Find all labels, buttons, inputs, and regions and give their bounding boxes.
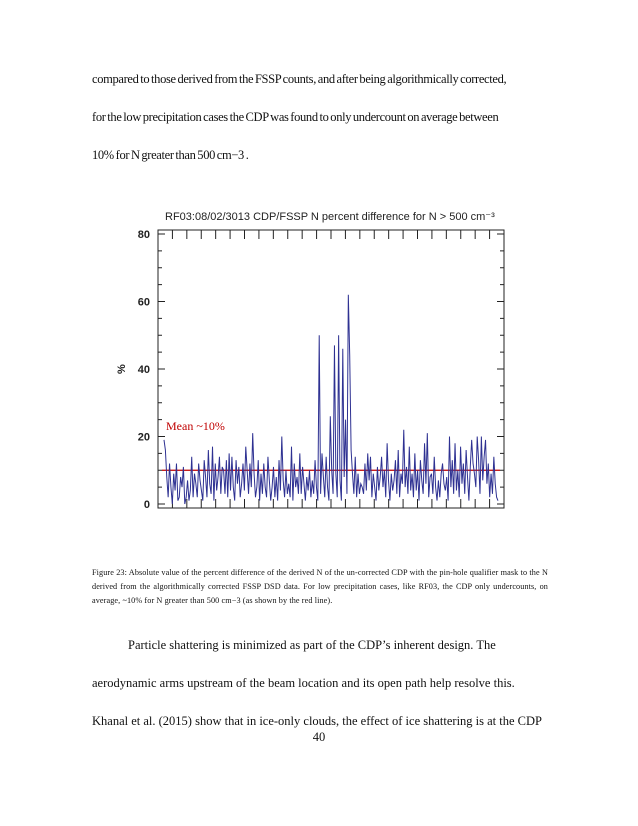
paragraph-line: 10% for N greater than 500 cm−3 .: [92, 148, 249, 162]
paragraph-line: Khanal et al. (2015) show that in ice-only clouds, the effect of ice shattering is at the CDP: [92, 714, 542, 728]
paragraph-line: compared to those derived from the FSSP counts, and after being algorithmically corrected,: [92, 72, 507, 86]
body-paragraph-2: [92, 626, 548, 740]
paragraph-line: for the low precipitation cases the CDP was found to only undercount on average between: [92, 110, 499, 124]
y-axis-label: %: [116, 364, 128, 374]
y-tick-label: 60: [137, 296, 150, 309]
paragraph-line-text: Particle shattering is minimized as part of the CDP’s inherent design. The: [128, 638, 496, 652]
figure-caption: Figure 23: Absolute value of the percent difference of the derived N of the un-corrected CDP with the pin-hole qualifier mask to the N derived from the algorithmically corrected FSSP DSD data. For low precipitation cases, like RF03, the CDP only undercounts, on average, ~10% for N greater than 500 cm−3 (as shown by the red line).: [92, 568, 548, 606]
y-tick-label: 40: [137, 364, 150, 376]
paragraph-line: [92, 626, 548, 664]
y-tick-label: 0: [143, 499, 150, 511]
y-tick-label: 20: [137, 431, 150, 444]
y-tick-label: 80: [137, 229, 150, 241]
mean-annotation: Mean ~10%: [166, 419, 225, 433]
paragraph-line: aerodynamic arms upstream of the beam location and its open path help resolve this.: [92, 676, 515, 690]
chart-title: RF03:08/02/3013 CDP/FSSP N percent difference for N > 500 cm⁻³: [165, 211, 495, 223]
page-number: 40: [312, 730, 326, 744]
